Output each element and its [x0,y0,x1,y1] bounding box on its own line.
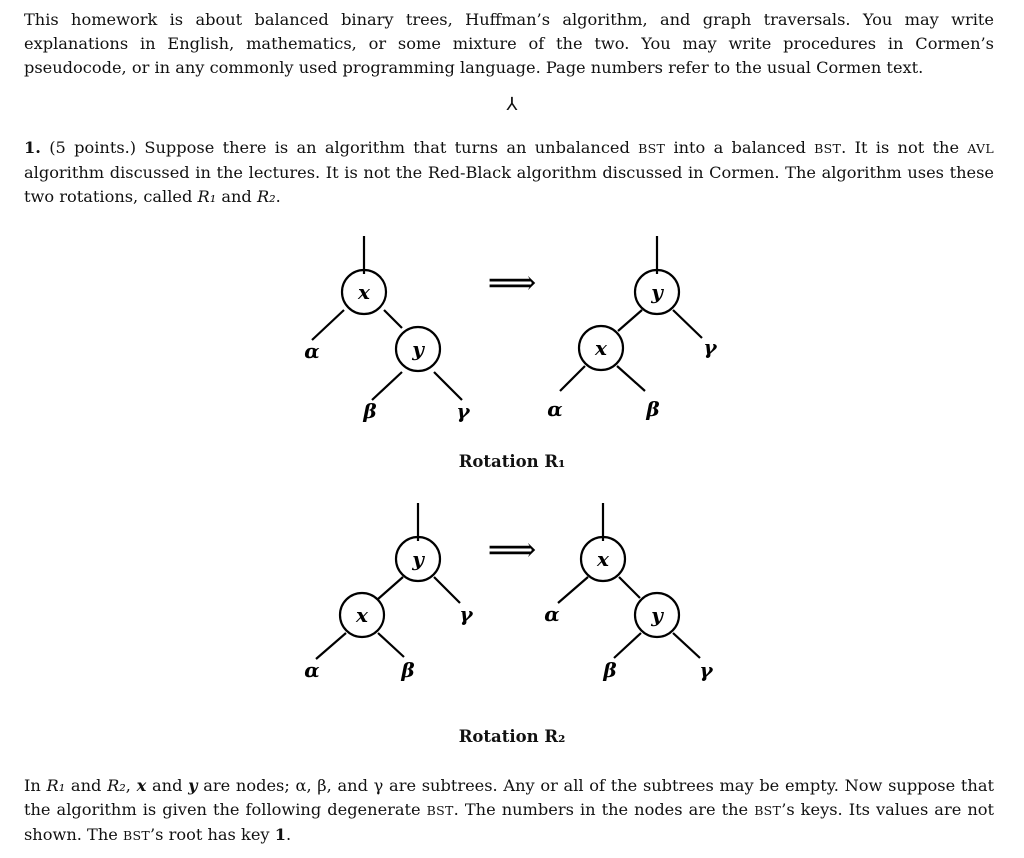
question-text: algorithm discussed in the lectures. It is not the Red-Black algorithm discussed in Cormen. The algorithm uses these two rotations, called [24,163,994,206]
node-y-term: y [188,776,198,795]
subtree-alpha: α [304,658,320,682]
post-diagram-paragraph [24,774,994,848]
node-y: y [412,337,424,361]
node-y: y [651,603,663,627]
question-text: (5 points.) Suppose there is an algorithm that turns an unbalanced [40,138,639,157]
root-key: 1 [274,825,286,844]
subtree-alpha: α [544,602,560,626]
para-text: . [285,825,292,844]
rotation-r1-diagram [0,228,1024,438]
bst-term: BST [426,803,454,818]
para-text: In [24,776,47,795]
subtree-gamma: γ [703,335,717,359]
r2-term: R₂ [256,187,276,206]
question-number: 1. [24,138,41,157]
r1-term: R₁ [197,187,217,206]
node-x: x [597,547,609,571]
subtree-alpha: α [547,397,563,421]
para-text: are nodes; α, β, and γ are subtrees. Any or all of the subtrees may be empty. Now suppose that the algorithm is given the following degenerate [24,776,994,819]
node-y: y [651,280,663,304]
r2-term: R₂ [107,776,126,795]
bst-term: BST [123,828,150,843]
para-text: and [146,776,189,795]
bst-term: BST [814,141,842,156]
subtree-alpha: α [304,339,320,363]
node-x: x [595,336,607,360]
section-separator: ⅄ [506,94,518,115]
caption-rotation-r2: Rotation R₂ [458,727,566,746]
arrow-icon: ⟹ [487,530,537,570]
avl-term: AVL [967,141,994,156]
rotation-r2-diagram [0,495,1024,695]
arrow-icon: ⟹ [487,263,537,303]
subtree-gamma: γ [699,658,713,682]
node-x-term: x [136,776,147,795]
para-text: ’s keys. Its values are not shown. The [24,800,994,844]
subtree-gamma: γ [456,399,470,423]
node-x: x [356,603,368,627]
r1-term: R₁ [46,776,66,795]
para-text: and [65,776,108,795]
subtree-beta: β [401,658,415,682]
subtree-gamma: γ [459,602,473,626]
para-text: ’s root has key [150,825,275,844]
question-text: . [275,187,281,206]
caption-rotation-r1: Rotation R₁ [458,452,566,471]
node-y: y [412,547,424,571]
intro-paragraph: This homework is about balanced binary trees, Huffman’s algorithm, and graph traversals. You may write explanations in English, mathematics, or some mixture of the two. You may write procedures in Cormen’s pseudocode, or in any commonly used programming language. Page numbers refer to the usual Cormen text. [24,10,994,77]
para-text: , [125,776,137,795]
para-text: . The numbers in the nodes are the [453,800,755,819]
subtree-beta: β [603,658,617,682]
question-text: into a balanced [665,138,815,157]
question-1 [24,136,994,209]
bst-term: BST [754,803,782,818]
bst-term: BST [638,141,666,156]
node-x: x [358,280,370,304]
subtree-beta: β [646,397,660,421]
question-text: . It is not the [841,138,968,157]
question-text: and [216,187,257,206]
subtree-beta: β [363,399,377,423]
